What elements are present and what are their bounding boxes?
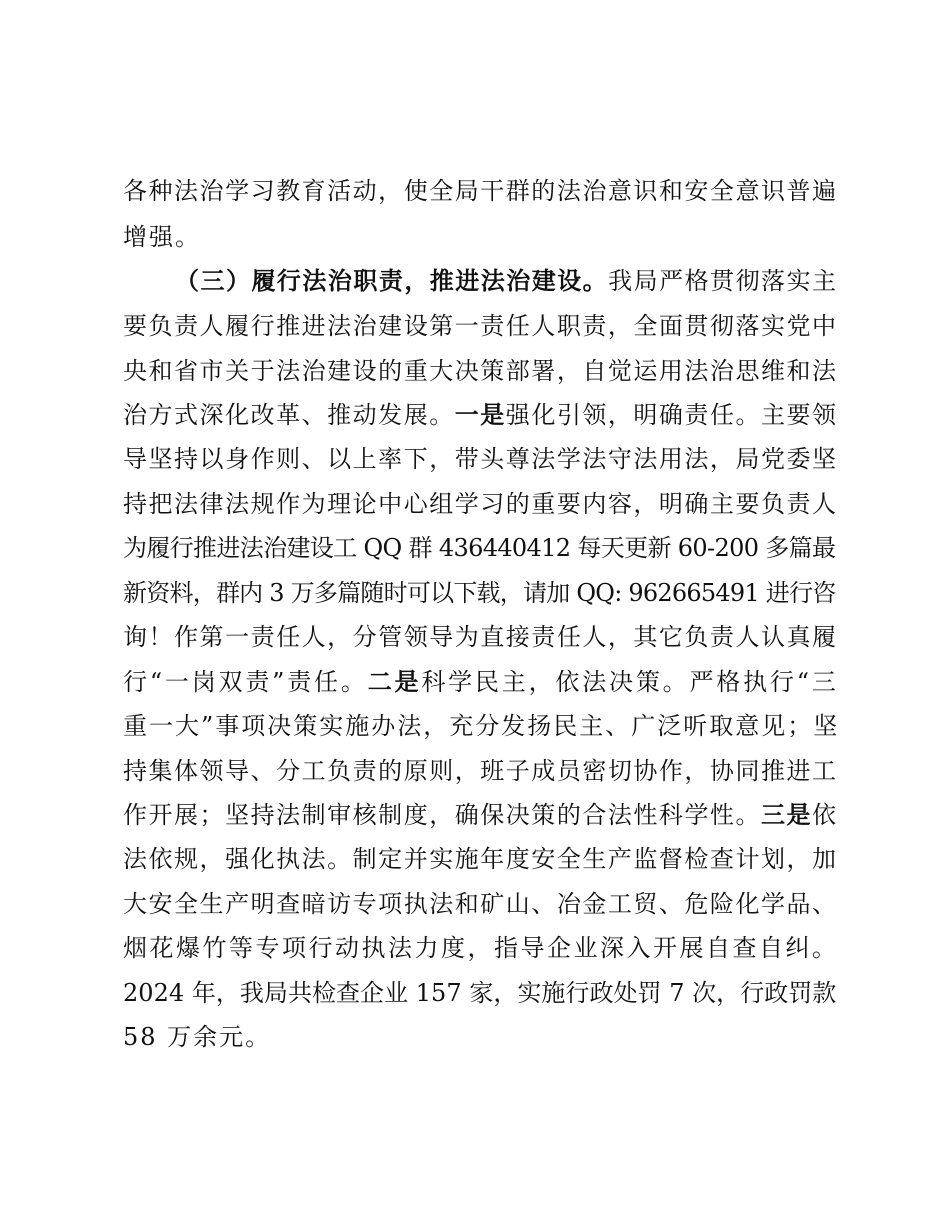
text-line [123,667,839,697]
text-segment: 持把法律法规作为理论中心组学习的重要内容，明确主要负责人 [123,490,838,518]
text-line [123,311,838,341]
text-line [123,978,836,1008]
text-segment: 强化引领，明确责任。主要领 [505,401,838,429]
text-line [123,1022,271,1052]
text-line [123,711,839,741]
text-segment: 增强。 [123,223,201,251]
text-segment: 各种法治学习教育活动，使全局干群的法治意识和安全意识普遍 [123,177,838,205]
text-segment: 重一大”事项决策实施办法，充分发扬民主、广泛听取意见；坚 [123,712,840,740]
text-line [123,489,838,519]
text-segment: 科学民主，依法决策。严格执行“三 [421,668,839,696]
text-line [123,889,838,919]
text-segment: 烟花爆竹等专项行动执法力度，指导企业深入开展自查自纠。 [123,934,839,962]
bold-text-segment: 一是 [454,400,506,429]
text-line [123,756,838,786]
text-segment: 导坚持以身作则、以上率下，带头尊法学法守法用法，局党委坚 [123,445,838,473]
text-segment: 2024 年，我局共检查企业 157 家，实施行政处罚 7 次，行政罚款 [123,979,837,1007]
text-line [123,266,838,296]
text-line [123,800,838,830]
text-line [123,400,838,430]
text-segment: 为履行推进法治建设工 QQ 群 436440412 每天更新 60-200 多篇最 [123,534,836,562]
text-line [123,844,838,874]
text-segment: 询！作第一责任人，分管领导为直接责任人，其它负责人认真履 [123,623,838,651]
text-segment: 法依规，强化执法。制定并实施年度安全生产监督检查计划，加 [123,845,838,873]
text-line [123,444,838,474]
text-segment: 要负责人履行推进法治建设第一责任人职责，全面贯彻落实党中 [123,312,838,340]
text-line [123,533,835,563]
text-segment: 我局严格贯彻落实主 [608,267,838,295]
text-segment: 大安全生产明查暗访专项执法和矿山、冶金工贸、危险化学品、 [123,890,838,918]
text-line [123,356,838,386]
text-line [123,222,201,252]
text-line [123,622,838,652]
text-line [123,578,836,608]
text-segment: 依 [812,801,838,829]
bold-text-segment: 三是 [760,800,813,829]
text-segment: 央和省市关于法治建设的重大决策部署，自觉运用法治思维和法 [123,357,838,385]
text-segment: 作开展；坚持法制审核制度，确保决策的合法性科学性。 [123,801,761,829]
text-segment: 治方式深化改革、推动发展。 [123,401,455,429]
text-segment: 持集体领导、分工负责的原则，班子成员密切协作，协同推进工 [123,757,838,785]
text-line [123,933,839,963]
text-segment: 58 万余元。 [123,1023,272,1051]
text-line [123,176,838,206]
text-segment: 新资料，群内 3 万多篇随时可以下载，请加 QQ: 962665491 进行咨 [123,579,836,607]
bold-text-segment: 二是 [367,667,422,696]
bold-text-segment: （三）履行法治职责，推进法治建设。 [175,266,609,295]
text-segment: 行“一岗双责”责任。 [123,668,368,696]
